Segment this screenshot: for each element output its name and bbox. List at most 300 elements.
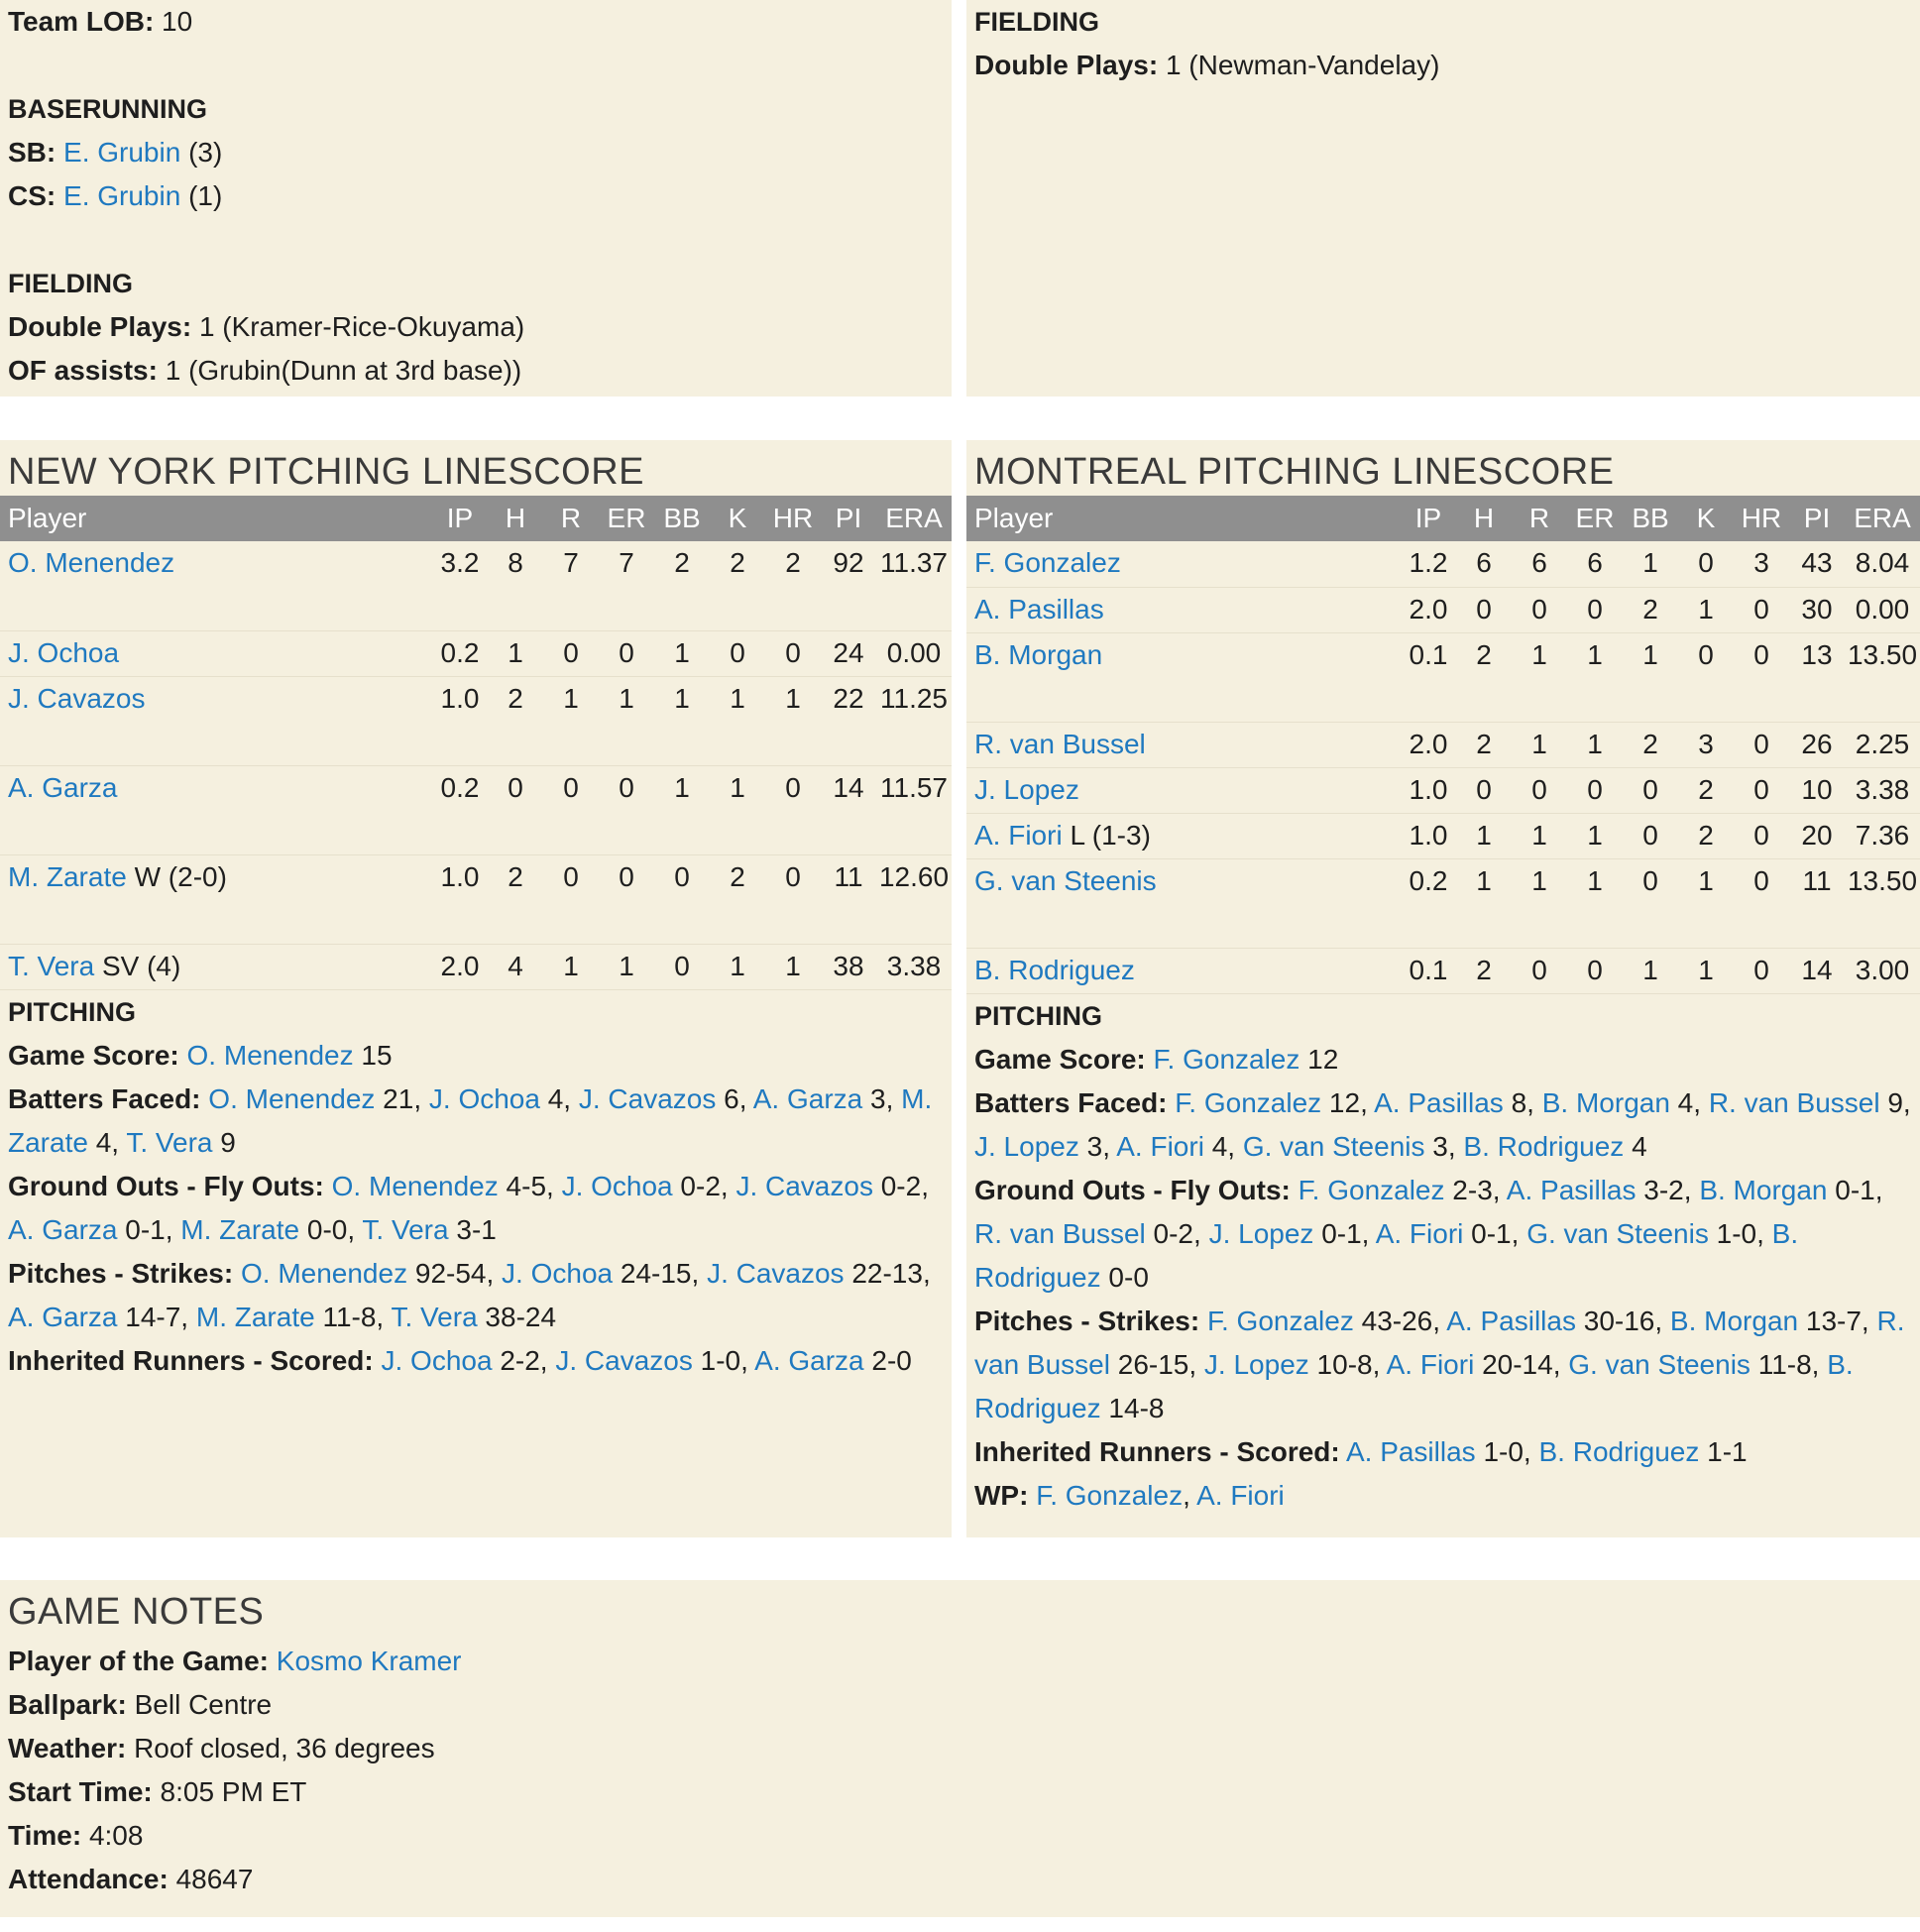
stat-value: 20-14, xyxy=(1474,1348,1569,1380)
table-row xyxy=(966,858,1920,948)
player-link[interactable]: A. Garza xyxy=(8,1301,118,1332)
player-link[interactable]: J. Cavazos xyxy=(578,1082,717,1114)
stat-hr: 0 xyxy=(765,854,821,944)
stat-k: 1 xyxy=(710,765,765,854)
stat-value: 3, xyxy=(1078,1130,1117,1162)
stat-pi: 26 xyxy=(1789,722,1845,767)
attendance-label: Attendance: xyxy=(8,1864,169,1894)
player-cell xyxy=(966,587,1401,632)
batters-faced-line xyxy=(8,1078,946,1165)
stat-value: 2-3, xyxy=(1444,1174,1507,1205)
player-link[interactable]: J. Ochoa xyxy=(561,1170,673,1201)
stat-value: 8, xyxy=(1503,1086,1542,1118)
player-cell xyxy=(0,541,432,630)
player-link[interactable]: F. Gonzalez xyxy=(1153,1043,1300,1075)
stat-k: 1 xyxy=(1678,858,1734,948)
player-link[interactable]: T. Vera xyxy=(391,1301,478,1332)
stat-value: 11-8, xyxy=(1750,1348,1828,1380)
player-link[interactable]: M. Zarate xyxy=(8,860,127,892)
cs-line xyxy=(8,174,946,218)
stat-value: 0-2, xyxy=(672,1170,736,1201)
player-cell xyxy=(966,858,1401,948)
player-link[interactable]: A. Garza xyxy=(754,1344,864,1376)
stat-ip: 0.2 xyxy=(1401,858,1456,948)
stat-pi: 11 xyxy=(1789,858,1845,948)
table-row xyxy=(0,676,952,765)
team-lob-line xyxy=(8,0,946,44)
sb-value: (3) xyxy=(180,137,223,168)
stat-ip: 1.0 xyxy=(432,854,488,944)
stat-er: 0 xyxy=(599,630,654,676)
stat-value: , xyxy=(1183,1479,1197,1511)
table-header-row xyxy=(966,496,1920,541)
panel-title: NEW YORK PITCHING LINESCORE xyxy=(8,451,645,493)
player-link[interactable]: J. Ochoa xyxy=(8,636,120,668)
column-header-er[interactable]: ER xyxy=(1575,503,1615,533)
player-link[interactable]: F. Gonzalez xyxy=(1175,1086,1322,1118)
stat-h: 1 xyxy=(1456,813,1512,858)
player-link[interactable]: A. Pasillas xyxy=(974,593,1104,625)
player-link[interactable]: G. van Steenis xyxy=(1568,1348,1751,1380)
column-header-ip[interactable]: IP xyxy=(1414,503,1442,533)
player-link[interactable]: J. Ochoa xyxy=(428,1082,540,1114)
decision-note: SV (4) xyxy=(94,950,181,981)
player-link[interactable]: J. Lopez xyxy=(1203,1348,1309,1380)
stat-er: 0 xyxy=(1567,587,1623,632)
column-header-ip[interactable]: IP xyxy=(446,503,474,533)
game-score-line xyxy=(974,1038,1914,1081)
stat-er: 0 xyxy=(599,765,654,854)
stat-era: 0.00 xyxy=(876,630,952,676)
stat-value: 43-26, xyxy=(1353,1305,1447,1336)
stat-ip: 1.0 xyxy=(1401,767,1456,813)
player-cell xyxy=(966,948,1401,993)
stat-ip: 2.0 xyxy=(1401,587,1456,632)
stat-r: 1 xyxy=(543,676,599,765)
stat-bb: 2 xyxy=(1623,722,1678,767)
player-link[interactable]: O. Menendez xyxy=(240,1257,408,1289)
stat-bb: 1 xyxy=(1623,632,1678,722)
new-york-pitching-panel xyxy=(0,440,952,1537)
stat-era: 12.60 xyxy=(876,854,952,944)
table-row xyxy=(966,587,1920,632)
stat-era: 0.00 xyxy=(1845,587,1920,632)
player-link[interactable]: B. Morgan xyxy=(974,638,1103,670)
stat-r: 0 xyxy=(543,854,599,944)
table-row xyxy=(0,944,952,989)
game-time-value: 4:08 xyxy=(81,1820,144,1851)
column-header-player[interactable]: Player xyxy=(8,503,87,533)
start-time-label: Start Time: xyxy=(8,1776,153,1807)
attendance-value: 48647 xyxy=(168,1864,254,1894)
fielding-header: FIELDING xyxy=(8,269,133,298)
fielding-header: FIELDING xyxy=(974,7,1099,37)
stat-value: 9 xyxy=(212,1126,236,1158)
pitches-strikes-line xyxy=(974,1300,1914,1430)
column-header-hr[interactable]: HR xyxy=(772,503,814,533)
player-link[interactable]: F. Gonzalez xyxy=(974,547,1121,578)
stat-r: 1 xyxy=(1512,632,1567,722)
stat-bb: 0 xyxy=(1623,813,1678,858)
stat-ip: 2.0 xyxy=(432,944,488,989)
column-header-hr[interactable]: HR xyxy=(1741,503,1782,533)
stat-hr: 0 xyxy=(1734,722,1789,767)
stat-value: 3-1 xyxy=(448,1213,497,1245)
double-plays-value: 1 (Kramer-Rice-Okuyama) xyxy=(191,311,525,342)
player-link[interactable]: O. Menendez xyxy=(8,547,175,578)
player-link[interactable]: A. Garza xyxy=(8,1213,118,1245)
player-link[interactable]: A. Fiori xyxy=(974,819,1063,851)
column-header-r[interactable]: R xyxy=(560,503,582,533)
boxscore-extras-montreal xyxy=(966,0,1920,397)
go-fo-line xyxy=(8,1165,946,1252)
column-header-pi[interactable]: PI xyxy=(1803,503,1831,533)
stat-value: 3, xyxy=(862,1082,902,1114)
player-link[interactable]: F. Gonzalez xyxy=(1036,1479,1184,1511)
player-link[interactable]: A. Garza xyxy=(752,1082,863,1114)
batters-faced-line xyxy=(974,1081,1914,1169)
player-link[interactable]: O. Menendez xyxy=(331,1170,499,1201)
double-plays-label: Double Plays: xyxy=(974,50,1159,80)
player-link[interactable]: A. Fiori xyxy=(1386,1348,1475,1380)
stat-value: 38-24 xyxy=(477,1301,557,1332)
stat-hr: 0 xyxy=(1734,632,1789,722)
player-link[interactable]: F. Gonzalez xyxy=(1206,1305,1354,1336)
player-cell xyxy=(0,854,432,944)
game-time-line xyxy=(8,1814,1914,1858)
stat-bb: 0 xyxy=(654,944,710,989)
player-link[interactable]: A. Pasillas xyxy=(1446,1305,1576,1336)
game-notes-title: GAME NOTES xyxy=(8,1591,265,1633)
table-row xyxy=(966,813,1920,858)
player-link[interactable]: A. Fiori xyxy=(1116,1130,1204,1162)
table-row xyxy=(0,765,952,854)
pitching-header: PITCHING xyxy=(974,1000,1103,1031)
player-link[interactable]: B. Rodriguez xyxy=(1463,1130,1625,1162)
player-link[interactable]: J. Cavazos xyxy=(735,1170,873,1201)
player-link[interactable]: J. Ochoa xyxy=(502,1257,614,1289)
stat-er: 0 xyxy=(599,854,654,944)
stat-pi: 14 xyxy=(821,765,876,854)
stat-era: 11.37 xyxy=(876,541,952,630)
wild-pitch-line xyxy=(974,1474,1914,1518)
stat-er: 1 xyxy=(599,944,654,989)
stat-era: 11.57 xyxy=(876,765,952,854)
pitches-strikes-label: Pitches - Strikes: xyxy=(974,1305,1200,1336)
player-link[interactable]: J. Lopez xyxy=(974,773,1079,805)
stat-bb: 1 xyxy=(654,630,710,676)
cs-label: CS: xyxy=(8,180,56,211)
player-link[interactable]: O. Menendez xyxy=(186,1039,354,1071)
stat-value: 1-1 xyxy=(1699,1435,1748,1467)
stat-value: 0-0, xyxy=(299,1213,363,1245)
player-link[interactable]: A. Garza xyxy=(8,771,118,803)
inherited-runners-line xyxy=(974,1430,1914,1474)
stat-era: 3.00 xyxy=(1845,948,1920,993)
game-score-line xyxy=(8,1034,946,1078)
column-header-h[interactable]: H xyxy=(1473,503,1495,533)
stat-er: 0 xyxy=(1567,767,1623,813)
stat-k: 0 xyxy=(710,630,765,676)
player-cell xyxy=(0,676,432,765)
column-header-pi[interactable]: PI xyxy=(835,503,862,533)
stat-bb: 0 xyxy=(1623,767,1678,813)
stat-value: 92-54, xyxy=(407,1257,503,1289)
stat-h: 8 xyxy=(488,541,543,630)
stat-r: 0 xyxy=(1512,948,1567,993)
start-time-value: 8:05 PM ET xyxy=(152,1776,307,1807)
table-row xyxy=(966,541,1920,587)
player-link[interactable]: J. Cavazos xyxy=(8,682,146,714)
player-link[interactable]: A. Fiori xyxy=(1375,1217,1464,1249)
pitches-strikes-label: Pitches - Strikes: xyxy=(8,1257,234,1289)
stat-value: 0-2, xyxy=(1145,1217,1209,1249)
player-link[interactable]: B. Morgan xyxy=(1541,1086,1670,1118)
stat-h: 1 xyxy=(488,630,543,676)
stat-h: 2 xyxy=(1456,948,1512,993)
stat-r: 1 xyxy=(1512,858,1567,948)
stat-ip: 1.0 xyxy=(1401,813,1456,858)
player-link[interactable]: B. Rodriguez xyxy=(974,1217,1799,1293)
weather-label: Weather: xyxy=(8,1733,127,1763)
stat-value: 1-0, xyxy=(1475,1435,1539,1467)
start-time-line xyxy=(8,1770,1914,1814)
game-score-label: Game Score: xyxy=(974,1043,1146,1075)
stat-h: 2 xyxy=(1456,722,1512,767)
pitches-strikes-line xyxy=(8,1252,946,1339)
sb-player-link[interactable]: E. Grubin xyxy=(63,137,181,168)
player-link[interactable]: J. Cavazos xyxy=(707,1257,845,1289)
stat-value: 24-15, xyxy=(613,1257,708,1289)
go-fo-line xyxy=(974,1169,1914,1300)
player-link[interactable]: T. Vera xyxy=(362,1213,449,1245)
stat-value: 2-2, xyxy=(492,1344,556,1376)
player-cell xyxy=(0,765,432,854)
player-cell xyxy=(966,767,1401,813)
player-link[interactable]: M. Zarate xyxy=(8,1082,933,1158)
stat-k: 2 xyxy=(710,854,765,944)
player-link[interactable]: G. van Steenis xyxy=(1526,1217,1709,1249)
player-link[interactable]: T. Vera xyxy=(126,1126,213,1158)
player-link[interactable]: A. Pasillas xyxy=(1345,1435,1476,1467)
stat-era: 11.25 xyxy=(876,676,952,765)
column-header-player[interactable]: Player xyxy=(974,503,1054,533)
stat-k: 3 xyxy=(1678,722,1734,767)
inherited-runners-label: Inherited Runners - Scored: xyxy=(974,1435,1340,1467)
stat-era: 2.25 xyxy=(1845,722,1920,767)
stat-bb: 2 xyxy=(654,541,710,630)
stat-er: 1 xyxy=(1567,632,1623,722)
player-link[interactable]: A. Pasillas xyxy=(1374,1086,1504,1118)
player-link[interactable]: B. Rodriguez xyxy=(1538,1435,1700,1467)
player-link[interactable]: R. van Bussel xyxy=(974,1305,1905,1380)
stat-hr: 2 xyxy=(765,541,821,630)
stat-pi: 24 xyxy=(821,630,876,676)
stat-bb: 0 xyxy=(1623,858,1678,948)
stat-h: 2 xyxy=(1456,632,1512,722)
stat-ip: 3.2 xyxy=(432,541,488,630)
stat-value: 14-7, xyxy=(117,1301,196,1332)
double-plays-line xyxy=(8,305,946,349)
player-link[interactable]: B. Morgan xyxy=(1699,1174,1828,1205)
stat-value: 3, xyxy=(1424,1130,1464,1162)
stat-r: 6 xyxy=(1512,541,1567,587)
team-lob-value: 10 xyxy=(154,6,193,37)
stat-k: 2 xyxy=(710,541,765,630)
of-assists-value: 1 (Grubin(Dunn at 3rd base)) xyxy=(157,355,522,386)
column-header-era[interactable]: ERA xyxy=(885,503,943,533)
column-header-r[interactable]: R xyxy=(1528,503,1550,533)
player-cell xyxy=(966,541,1401,587)
player-link[interactable]: O. Menendez xyxy=(208,1082,376,1114)
stat-value: 30-16, xyxy=(1575,1305,1670,1336)
stat-r: 0 xyxy=(1512,587,1567,632)
stat-pi: 92 xyxy=(821,541,876,630)
weather-value: Roof closed, 36 degrees xyxy=(126,1733,435,1763)
player-link[interactable]: R. van Bussel xyxy=(974,1217,1146,1249)
player-link[interactable]: G. van Steenis xyxy=(1242,1130,1425,1162)
stat-value: 4, xyxy=(1669,1086,1709,1118)
column-header-bb[interactable]: BB xyxy=(663,503,701,533)
pitching-table xyxy=(0,496,952,990)
player-of-game-link[interactable]: Kosmo Kramer xyxy=(276,1646,462,1676)
stat-ip: 1.2 xyxy=(1401,541,1456,587)
batters-faced-label: Batters Faced: xyxy=(974,1086,1168,1118)
double-plays-label: Double Plays: xyxy=(8,311,192,342)
stat-value: 1-0, xyxy=(692,1344,755,1376)
player-link[interactable]: T. Vera xyxy=(8,950,95,981)
stat-r: 1 xyxy=(543,944,599,989)
panel-title: MONTREAL PITCHING LINESCORE xyxy=(974,451,1615,493)
stat-value: 12, xyxy=(1321,1086,1375,1118)
stat-hr: 0 xyxy=(1734,767,1789,813)
inherited-runners-line xyxy=(8,1339,946,1383)
column-header-k[interactable]: K xyxy=(1696,503,1716,533)
stat-value: 0-1, xyxy=(117,1213,181,1245)
player-link[interactable]: J. Ochoa xyxy=(381,1344,493,1376)
of-assists-label: OF assists: xyxy=(8,355,158,386)
stat-hr: 0 xyxy=(765,765,821,854)
player-cell xyxy=(0,944,432,989)
stat-pi: 43 xyxy=(1789,541,1845,587)
player-cell xyxy=(966,632,1401,722)
player-link[interactable]: F. Gonzalez xyxy=(1298,1174,1445,1205)
stat-er: 0 xyxy=(1567,948,1623,993)
table-header-row xyxy=(0,496,952,541)
stat-er: 1 xyxy=(1567,722,1623,767)
stat-value: 0-2, xyxy=(872,1170,929,1201)
player-link[interactable]: R. van Bussel xyxy=(974,728,1146,759)
stat-era: 8.04 xyxy=(1845,541,1920,587)
double-plays-line xyxy=(974,44,1914,87)
stat-era: 13.50 xyxy=(1845,632,1920,722)
go-fo-label: Ground Outs - Fly Outs: xyxy=(8,1170,324,1201)
player-link[interactable]: J. Lopez xyxy=(974,1130,1079,1162)
player-link[interactable]: B. Rodriguez xyxy=(974,1348,1854,1423)
player-link[interactable]: M. Zarate xyxy=(180,1213,300,1245)
column-header-bb[interactable]: BB xyxy=(1632,503,1669,533)
player-link[interactable]: J. Cavazos xyxy=(555,1344,693,1376)
stat-hr: 1 xyxy=(765,676,821,765)
stat-k: 2 xyxy=(1678,813,1734,858)
montreal-pitching-panel xyxy=(966,440,1920,1537)
stat-value: 0-0 xyxy=(1100,1261,1149,1293)
stat-value: 15 xyxy=(353,1039,393,1071)
table-row xyxy=(0,854,952,944)
player-link[interactable]: A. Pasillas xyxy=(1506,1174,1637,1205)
stat-er: 1 xyxy=(1567,858,1623,948)
stat-value: 3-2, xyxy=(1636,1174,1700,1205)
stat-er: 7 xyxy=(599,541,654,630)
column-header-er[interactable]: ER xyxy=(607,503,646,533)
column-header-era[interactable]: ERA xyxy=(1854,503,1911,533)
baserunning-header: BASERUNNING xyxy=(8,94,208,124)
stat-h: 0 xyxy=(1456,587,1512,632)
stat-value: 9, xyxy=(1879,1086,1911,1118)
stat-r: 7 xyxy=(543,541,599,630)
player-link[interactable]: J. Lopez xyxy=(1208,1217,1314,1249)
double-plays-value: 1 (Newman-Vandelay) xyxy=(1158,50,1440,80)
cs-player-link[interactable]: E. Grubin xyxy=(63,180,181,211)
stat-h: 2 xyxy=(488,854,543,944)
stat-era: 13.50 xyxy=(1845,858,1920,948)
stat-k: 1 xyxy=(710,676,765,765)
stat-k: 1 xyxy=(1678,587,1734,632)
stat-h: 0 xyxy=(1456,767,1512,813)
column-header-k[interactable]: K xyxy=(728,503,747,533)
column-header-h[interactable]: H xyxy=(505,503,526,533)
stat-hr: 0 xyxy=(1734,948,1789,993)
stat-er: 1 xyxy=(1567,813,1623,858)
stat-value: 4, xyxy=(539,1082,579,1114)
stat-bb: 1 xyxy=(1623,948,1678,993)
stat-r: 0 xyxy=(543,765,599,854)
stat-value: 12 xyxy=(1299,1043,1339,1075)
table-row xyxy=(0,630,952,676)
stat-k: 2 xyxy=(1678,767,1734,813)
stat-value: 4 xyxy=(1624,1130,1647,1162)
stat-value: 2-0 xyxy=(863,1344,912,1376)
stat-ip: 0.1 xyxy=(1401,632,1456,722)
weather-line xyxy=(8,1727,1914,1770)
stat-hr: 0 xyxy=(1734,858,1789,948)
stat-pi: 30 xyxy=(1789,587,1845,632)
stat-era: 7.36 xyxy=(1845,813,1920,858)
stat-value: 6, xyxy=(716,1082,753,1114)
stat-hr: 0 xyxy=(1734,813,1789,858)
player-link[interactable]: M. Zarate xyxy=(195,1301,315,1332)
player-of-game-label: Player of the Game: xyxy=(8,1646,269,1676)
stat-h: 4 xyxy=(488,944,543,989)
ballpark-line xyxy=(8,1683,1914,1727)
player-link[interactable]: B. Rodriguez xyxy=(974,954,1135,985)
player-link[interactable]: B. Morgan xyxy=(1669,1305,1799,1336)
stat-value: 1-0, xyxy=(1708,1217,1772,1249)
player-link[interactable]: G. van Steenis xyxy=(974,864,1157,896)
stat-ip: 0.2 xyxy=(432,765,488,854)
player-link[interactable]: R. van Bussel xyxy=(1708,1086,1880,1118)
stat-hr: 0 xyxy=(765,630,821,676)
game-notes-panel xyxy=(0,1580,1920,1917)
stat-bb: 2 xyxy=(1623,587,1678,632)
stat-pi: 13 xyxy=(1789,632,1845,722)
decision-note: W (2-0) xyxy=(126,860,227,892)
stat-hr: 3 xyxy=(1734,541,1789,587)
player-link[interactable]: A. Fiori xyxy=(1196,1479,1285,1511)
stat-ip: 0.2 xyxy=(432,630,488,676)
table-row xyxy=(966,632,1920,722)
stat-value: 21, xyxy=(375,1082,429,1114)
